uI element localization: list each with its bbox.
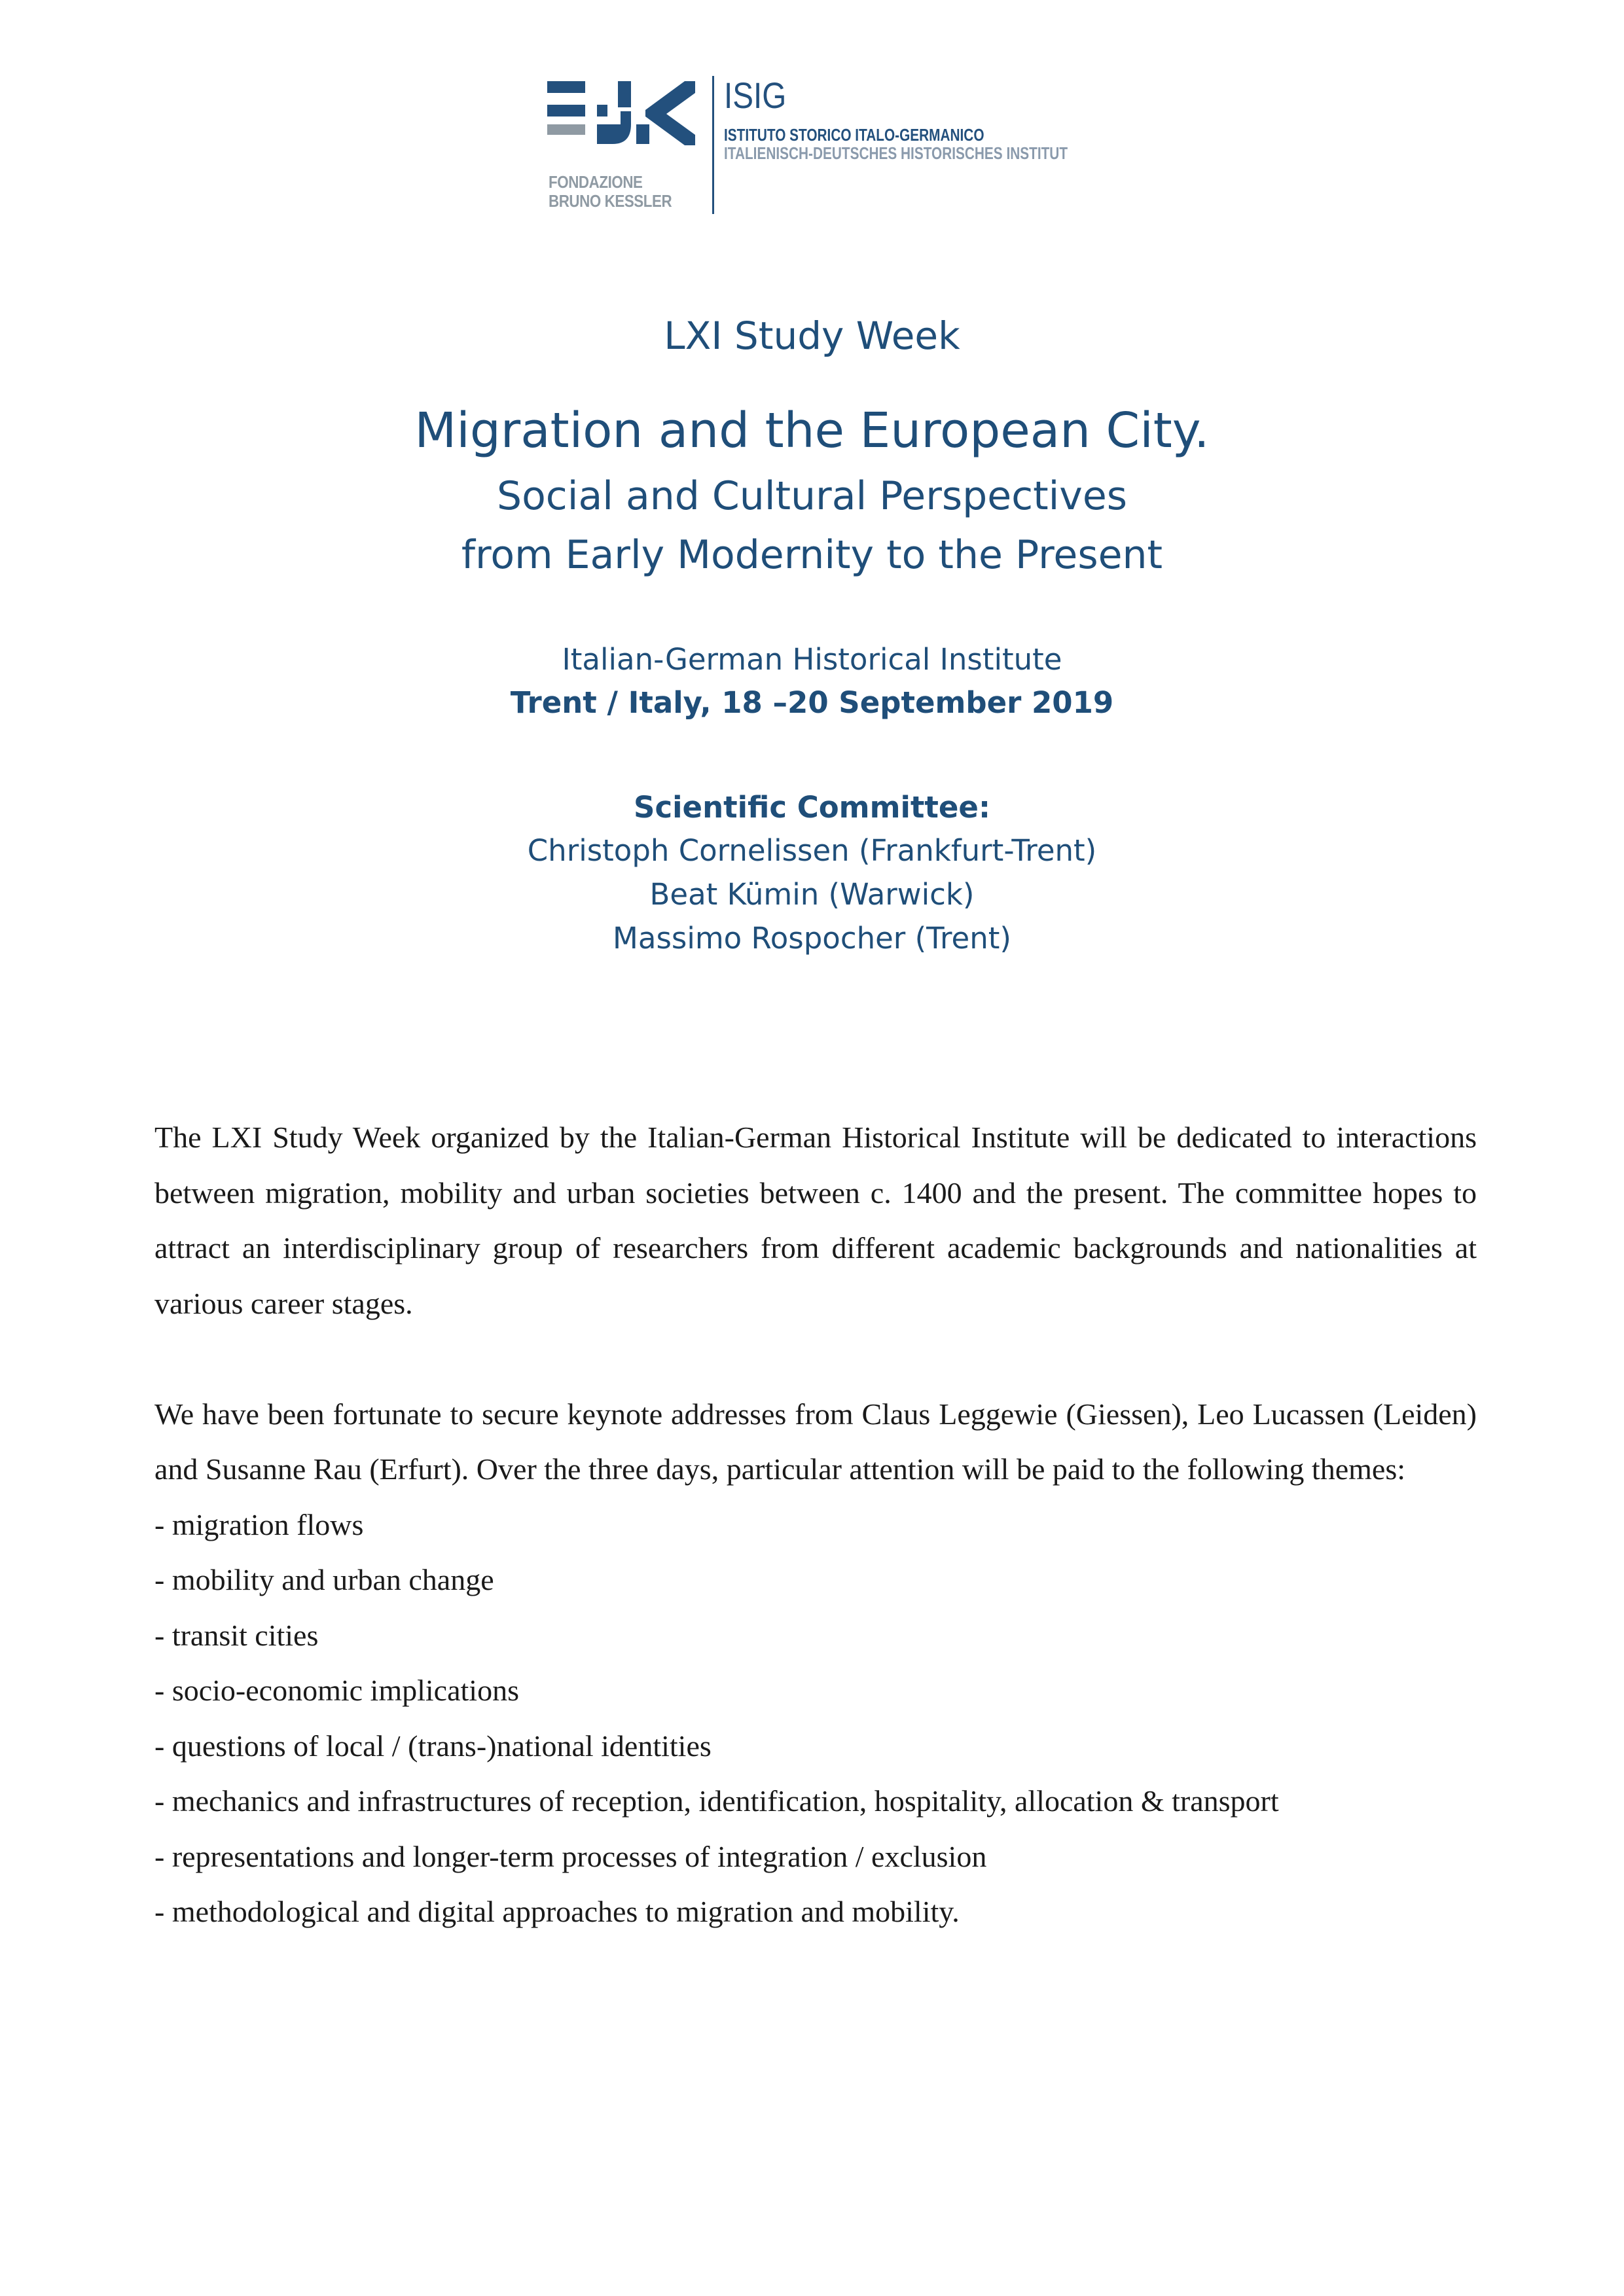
body-text [154, 1110, 1477, 1940]
keynote-paragraph: We have been fortunate to secure keynote addresses from Claus Leggewie (Giessen), Leo Lucassen (Leiden) and Susanne Rau (Erfurt). Over the three days, particular attention will be paid to the following themes: [154, 1397, 1477, 1486]
fbk-logo-mark-icon [547, 76, 696, 168]
theme-item: - socio-economic implications [154, 1674, 519, 1707]
fbk-name [549, 173, 672, 211]
theme-item: - representations and longer-term processes of integration / exclusion [154, 1839, 987, 1873]
study-week-label: LXI Study Week [664, 314, 960, 358]
institute-name: Italian-German Historical Institute [562, 642, 1062, 677]
committee-heading: Scientific Committee: [634, 790, 990, 825]
theme-item: - mechanics and infrastructures of reception, identification, hospitality, allocation & transport [154, 1784, 1279, 1818]
fbk-name-line-1: FONDAZIONE [549, 172, 643, 192]
theme-item: - migration flows [154, 1507, 364, 1541]
isig-name-german: ITALIENISCH-DEUTSCHES HISTORISCHES INSTITUT [724, 143, 1068, 163]
committee-member: Massimo Rospocher (Trent) [613, 921, 1011, 956]
subtitle-line-1: Social and Cultural Perspectives [497, 473, 1127, 519]
subtitle-line-2: from Early Modernity to the Present [461, 532, 1163, 578]
theme-item: - mobility and urban change [154, 1563, 494, 1596]
theme-item: - methodological and digital approaches to migration and mobility. [154, 1895, 960, 1928]
isig-name-italian: ISTITUTO STORICO ITALO-GERMANICO [724, 125, 984, 145]
isig-acronym: ISIG [724, 75, 787, 116]
committee-member: Beat Kümin (Warwick) [649, 877, 975, 912]
page-title: Migration and the European City. [414, 403, 1210, 459]
committee-member: Christoph Cornelissen (Frankfurt-Trent) [527, 833, 1097, 868]
theme-item: - transit cities [154, 1618, 319, 1652]
theme-item: - questions of local / (trans-)national identities [154, 1729, 712, 1763]
location-dates: Trent / Italy, 18 –20 September 2019 [510, 685, 1114, 720]
fbk-name-line-2: BRUNO KESSLER [549, 191, 672, 211]
logo-divider [712, 76, 714, 214]
fbk-isig-logo [547, 76, 1091, 217]
intro-paragraph: The LXI Study Week organized by the Italian-German Historical Institute will be dedicated to interactions between migration, mobility and urban societies between c. 1400 and the present. The committee hopes to attract an interdisciplinary group of researchers from different academic backgrounds and nationalities at various career stages. [154, 1121, 1477, 1320]
